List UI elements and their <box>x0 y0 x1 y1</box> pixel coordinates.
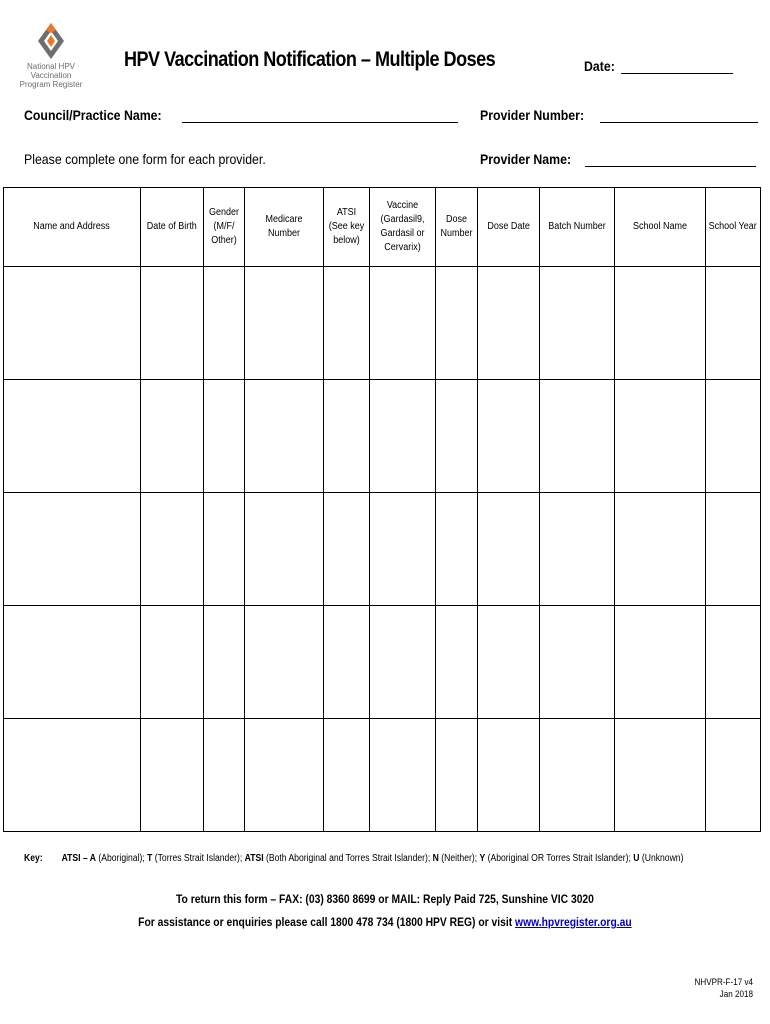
key-t-text: (Torres Strait Islander); <box>152 853 245 864</box>
header-dose-date: Dose Date <box>478 188 540 267</box>
provider-name-line[interactable] <box>585 152 756 167</box>
logo-line-1: National HPV Vaccination <box>26 62 76 80</box>
table-row <box>4 719 761 832</box>
entry-cell[interactable] <box>478 267 540 380</box>
entry-cell[interactable] <box>615 493 706 606</box>
provider-number-line[interactable] <box>600 108 758 123</box>
entry-cell[interactable] <box>141 719 204 832</box>
entry-cell[interactable] <box>324 267 370 380</box>
key-both-text: (Both Aboriginal and Torres Strait Islander); <box>263 853 433 864</box>
assistance-text: For assistance or enquiries please call 1800 478 734 (1800 HPV REG) or visit <box>138 915 516 929</box>
entry-cell[interactable] <box>245 606 324 719</box>
vaccination-table <box>3 187 761 832</box>
key-y: Y <box>479 853 486 864</box>
entry-cell[interactable] <box>141 267 204 380</box>
register-website-link[interactable]: www.hpvregister.org.au <box>515 915 632 929</box>
entry-cell[interactable] <box>706 493 761 606</box>
entry-cell[interactable] <box>370 606 436 719</box>
entry-cell[interactable] <box>540 493 615 606</box>
form-title: HPV Vaccination Notification – Multiple Doses <box>124 48 496 71</box>
date-field[interactable] <box>584 58 733 74</box>
entry-cell[interactable] <box>141 493 204 606</box>
assistance-info <box>0 915 770 929</box>
header-atsi: ATSI (See key below) <box>324 188 370 267</box>
council-field[interactable] <box>24 107 458 123</box>
provider-name-label: Provider Name: <box>480 151 572 167</box>
entry-cell[interactable] <box>245 380 324 493</box>
entry-cell[interactable] <box>706 606 761 719</box>
logo <box>12 22 90 89</box>
entry-cell[interactable] <box>324 493 370 606</box>
council-line[interactable] <box>182 108 458 123</box>
entry-cell[interactable] <box>370 493 436 606</box>
entry-cell[interactable] <box>436 267 478 380</box>
header-batch-number: Batch Number <box>540 188 615 267</box>
date-line[interactable] <box>621 59 733 74</box>
entry-cell[interactable] <box>245 493 324 606</box>
table-row <box>4 493 761 606</box>
provider-name-field[interactable] <box>480 151 756 167</box>
council-label: Council/Practice Name: <box>24 107 162 123</box>
logo-text <box>12 62 90 89</box>
entry-cell[interactable] <box>4 493 141 606</box>
entry-cell[interactable] <box>478 380 540 493</box>
entry-cell[interactable] <box>370 719 436 832</box>
entry-cell[interactable] <box>615 380 706 493</box>
entry-cell[interactable] <box>204 493 245 606</box>
entry-cell[interactable] <box>540 380 615 493</box>
entry-cell[interactable] <box>4 719 141 832</box>
entry-cell[interactable] <box>540 719 615 832</box>
entry-cell[interactable] <box>324 719 370 832</box>
key-atsi-both: ATSI <box>244 853 264 864</box>
entry-cell[interactable] <box>141 380 204 493</box>
key-u: U <box>633 853 640 864</box>
key-legend <box>24 853 683 864</box>
entry-cell[interactable] <box>706 267 761 380</box>
logo-line-2: Program Register <box>19 80 83 89</box>
table-header-row <box>4 188 761 267</box>
table-row <box>4 380 761 493</box>
entry-cell[interactable] <box>615 267 706 380</box>
entry-cell[interactable] <box>615 719 706 832</box>
entry-cell[interactable] <box>436 380 478 493</box>
entry-cell[interactable] <box>615 606 706 719</box>
entry-cell[interactable] <box>141 606 204 719</box>
return-instructions <box>0 892 770 906</box>
entry-cell[interactable] <box>478 719 540 832</box>
entry-cell[interactable] <box>4 380 141 493</box>
header-vaccine: Vaccine (Gardasil9, Gardasil or Cervarix) <box>370 188 436 267</box>
entry-cell[interactable] <box>540 267 615 380</box>
entry-cell[interactable] <box>436 493 478 606</box>
provider-number-field[interactable] <box>480 107 758 123</box>
entry-cell[interactable] <box>204 267 245 380</box>
key-y-text: (Aboriginal OR Torres Strait Islander); <box>485 853 634 864</box>
header-name-address: Name and Address <box>4 188 141 267</box>
header-date-of-birth: Date of Birth <box>141 188 204 267</box>
entry-cell[interactable] <box>540 606 615 719</box>
instruction-text: Please complete one form for each provider. <box>24 151 266 167</box>
header-dose-number: Dose Number <box>436 188 478 267</box>
form-version-date: Jan 2018 <box>719 989 753 999</box>
entry-cell[interactable] <box>478 606 540 719</box>
nhvpr-logo-icon <box>36 22 66 60</box>
key-t: T <box>147 853 153 864</box>
entry-cell[interactable] <box>370 380 436 493</box>
table-row <box>4 267 761 380</box>
entry-cell[interactable] <box>4 606 141 719</box>
header-medicare-number: Medicare Number <box>245 188 324 267</box>
entry-cell[interactable] <box>370 267 436 380</box>
entry-cell[interactable] <box>436 719 478 832</box>
entry-cell[interactable] <box>478 493 540 606</box>
table-row <box>4 606 761 719</box>
entry-cell[interactable] <box>245 719 324 832</box>
provider-number-label: Provider Number: <box>480 107 585 123</box>
form-footer <box>694 976 753 1000</box>
key-n-text: (Neither); <box>438 853 480 864</box>
form-code: NHVPR-F-17 v4 <box>694 977 753 987</box>
entry-cell[interactable] <box>436 606 478 719</box>
entry-cell[interactable] <box>245 267 324 380</box>
entry-cell[interactable] <box>324 606 370 719</box>
key-a-text: (Aboriginal); <box>95 853 148 864</box>
key-u-text: (Unknown) <box>639 853 684 864</box>
header-school-name: School Name <box>615 188 706 267</box>
header-school-year: School Year <box>706 188 761 267</box>
entry-cell[interactable] <box>324 380 370 493</box>
return-text: To return this form – FAX: (03) 8360 8699 or MAIL: Reply Paid 725, Sunshine VIC 3020 <box>176 892 594 906</box>
key-label: Key: <box>24 853 43 864</box>
entry-cell[interactable] <box>204 719 245 832</box>
entry-cell[interactable] <box>706 380 761 493</box>
entry-cell[interactable] <box>706 719 761 832</box>
entry-cell[interactable] <box>204 380 245 493</box>
entry-cell[interactable] <box>4 267 141 380</box>
key-n: N <box>432 853 439 864</box>
entry-cell[interactable] <box>204 606 245 719</box>
key-atsi-a: ATSI – A <box>61 853 96 864</box>
date-label: Date: <box>584 58 615 74</box>
header-gender: Gender (M/F/ Other) <box>204 188 245 267</box>
